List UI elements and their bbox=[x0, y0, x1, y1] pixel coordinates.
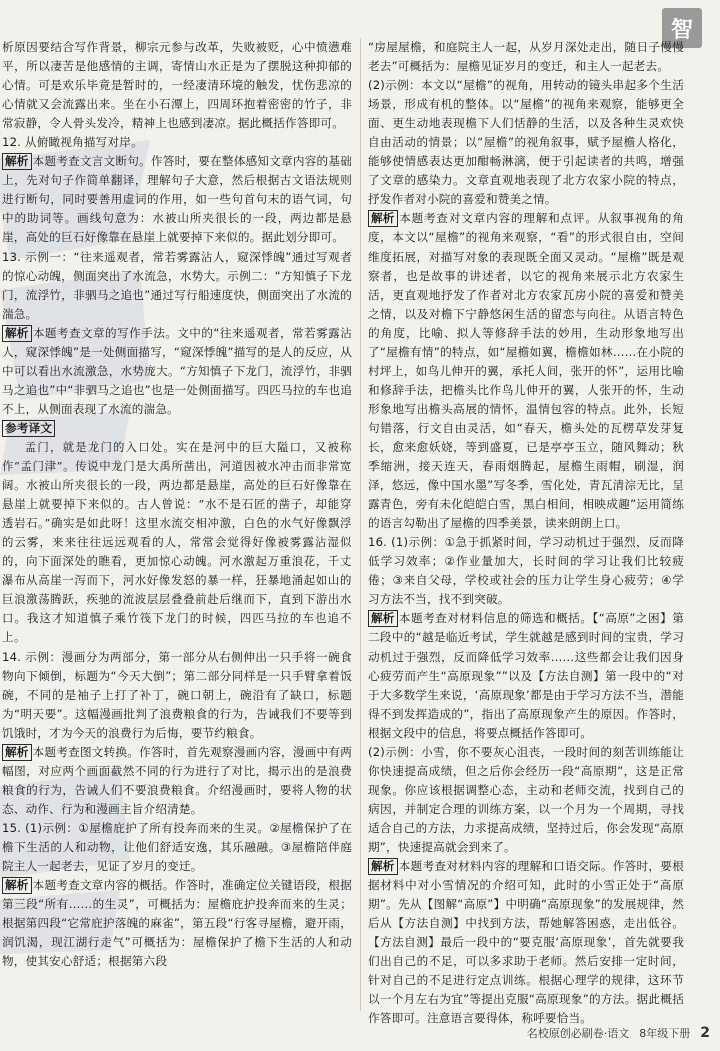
page-number: 2 bbox=[700, 1025, 710, 1041]
analysis-text: 本题考查对材料信息的筛选和概括。【“高原”之困】第二段中的“越是临近考试，学生就越是感到时间的宝贵，学习动机过于强烈，反而降低学习效率……这些都会让我们因身心疲劳而产生“高原现象””以及【方法自测】第一段中的“对于大多数学生来说，‘高原现象’都是由于学习方法不当，潜能得不到发挥造成的”，指出了高原现象产生的原因。作答时，根据文段中的信息，将要点概括作答即可。 bbox=[368, 611, 684, 740]
analysis-text: 本题考查文章内容的概括。作答时，准确定位关键语段，根据第三段“所有……的生灵”，可概括为：屋檐庇护投奔而来的生灵；根据第四段“它常庇护落魄的麻雀”，第五段“行客寻屋檐，避开雨，润饥渴，现江湖行走气”可概括为：屋檐保护了檐下生活的人和动物，使其安心舒适；根据第六段 bbox=[2, 878, 352, 969]
analysis-12 bbox=[2, 152, 352, 247]
question-13-answer: 13. 示例一：“往来遥观者，常若雾露沾人，窥深悸魄”通过写观者的惊心动魄，侧面突出了水流急，水势大。示例二：“方知慎子下龙门，流浮竹，非驷马之追也”通过写行船速度快，侧面突出了水流的湍急。 bbox=[2, 249, 352, 321]
analysis-16 bbox=[368, 609, 684, 742]
question-15-answer: 15. (1)示例：①屋檐庇护了所有投奔而来的生灵。②屋檐保护了在檐下生活的人和动物，让他们舒适安逸，其乐融融。③屋檐陪伴庭院主人一起老去，见证了岁月的变迁。 bbox=[2, 820, 352, 874]
analysis-tag: 解析 bbox=[368, 210, 398, 227]
question-16-answer: 16. (1)示例：①急于抓紧时间，学习动机过于强烈，反而降低学习效率；②作业量加大，长时间的学习让我们比较疲倦；③来自父母，学校或社会的压力让学生身心疲劳；④学习方法不当，找不到突破。 bbox=[368, 535, 684, 607]
question-15-part2-answer: (2)示例：本文以“屋檐”的视角，用转动的镜头串起多个生活场景，形成有机的整体。以“屋檐”的视角来观察，能够更全面、更生动地表现檐下人们恬静的生活，以及各种生灵欢快自由活动的情景；以“屋檐”的视角叙事，赋予屋檐人格化，能够使情感表达更加酣畅淋漓，便于引起读者的共鸣，增强了文章的感染力。文章直观地表现了北方农家小院的特点，抒发作者对小院的喜爱和赞美之情。 bbox=[368, 78, 684, 207]
analysis-tag: 解析 bbox=[2, 153, 32, 170]
analysis-text: 本题考查图文转换。作答时，首先观察漫画内容，漫画中有两幅图，对应两个画面截然不同的行为进行了对比，揭示出的是浪费粮食的行为，告诫人们不要浪费粮食。介绍漫画时，要将人物的状态、动作、行为和漫画主旨介绍清楚。 bbox=[2, 744, 352, 816]
analysis-text: 本题考查对文章内容的理解和点评。从叙事视角的角度，本文以“屋檐”的视角来观察，“看”的形式很自由，空间维度拓展，对描写对象的表现既全面又灵动。“屋檐”既是观察者，也是故事的讲述者，以它的视角来展示北方农家生活，更直观地抒发了作者对北方农家瓦房小院的喜爱和赞美之情，以及对檐下宁静悠闲生活的留恋与向往。从语言特色的角度，比喻、拟人等修辞手法的妙用，生动形象地写出了“屋檐有情”的特点，如“屋檐如翼，檐檐如林……在小院的村坪上，如鸟儿伸开的翼，承托人间，张开的怀”，运用比喻和修辞手法，把檐头比作鸟儿伸开的翼，人张开的怀，生动形象地写出檐头高展的情怀，温情包容的特点。此外，长短句错落，行文自由灵活，如“春天，檐头处的瓦楞草发芽复长，愈来愈妖娆，等到盛夏，已是亭亭玉立，随风舞动；秋季缩洲，接天连天，春雨烟腾起，屋檐生雨帽，刷湿，润泽，悠远，像中国水墨”写冬季，雪化处，青瓦清淙无比，呈露青色，旁有未化皑皑白雪，黑白相间，相映成趣”运用简练的语言勾勒出了屋檐的四季美景，读来朗朗上口。 bbox=[368, 211, 684, 531]
analysis-text: 本题考查文言文断句。作答时，要在整体感知文章内容的基础上，先对句子作简单翻译，理解句子大意，然后根据古文语法规则进行断句，同时要善用虚词的作用，如一些句首句末的语气词，句中的助词等。画线句意为：水被山所夹很长的一段，两边都是悬崖，高处的巨石好像靠在悬崖上就要掉下来似的。据此划分即可。 bbox=[2, 154, 352, 245]
reference-translation-header bbox=[2, 419, 352, 438]
column-divider bbox=[360, 38, 361, 1011]
analysis-tag: 解析 bbox=[2, 744, 32, 761]
publisher-logo: 智 bbox=[662, 8, 702, 48]
page-footer bbox=[527, 1025, 710, 1041]
analysis-tag: 解析 bbox=[2, 325, 32, 342]
analysis-15 bbox=[2, 876, 352, 971]
analysis-tag: 解析 bbox=[368, 858, 398, 875]
answer-continuation: “房屋屋檐，和庭院主人一起，从岁月深处走出，随日子慢慢老去”可概括为：屋檐见证岁月的变迁，和主人一起老去。 bbox=[368, 40, 684, 74]
analysis-text: 本题考查对材料内容的理解和口语交际。作答时，要根据材料中对小雪情况的介绍可知，此时的小雪正处于“高原期”。先从【图解“高原”】中明确“高原现象”的发展规律，然后从【方法自测】中找到方法，帮她解答困惑，走出低谷。【方法自测】最后一段中的“要克服‘高原现象’，首先就要我们出自己的不足，可以多求助于老师。然后安排一定时间，针对自己的不足进行定点训练。根据心理学的规律，这环节以一个月左右为宜”等提出克服“高原现象”的方法。据此概括作答即可。注意语言要得体，称呼要恰当。 bbox=[368, 859, 684, 1026]
question-14-answer: 14. 示例：漫画分为两部分，第一部分从右侧伸出一只手将一碗食物向下倾倒，标题为“今天大倒”；第二部分同样是一只手臂拿着饭碗，不同的是袖子上打了补丁，碗口朝上，碗沿有了缺口，标题为“明天要”。这幅漫画批判了浪费粮食的行为，告诫我们不要等到饥饿时，才为今天的浪费行为后悔，要节约粮食。 bbox=[2, 649, 352, 740]
analysis-14 bbox=[2, 743, 352, 819]
reference-translation-text: 孟门，就是龙门的入口处。实在是河中的巨大隘口，又被称作“孟门津”。传说中龙门是大禹所凿出，河道因被水冲击而非常宽阔。水被山所夹很长的一段，两边都是悬崖，高处的巨石好像靠在悬崖上就要掉下来似的。古人曾说：“水不是石匠的凿子，却能穿透岩石。”确实是如此呀！这里水流交相冲激，白色的水气好像飘浮的云雾，来来往往远远观看的人，常常会觉得好像被雾露沾湿似的，向下面深处的瞧看，更加惊心动魄。河水激起万重浪花，千丈瀑布从高崖一泻而下，河水好像发怒的暴一样，狂暴地涌起如山的巨浪激荡腾跃，疾驰的流波层层叠叠前赴后继而下，直到下游出水口。我这才知道慎子乘竹筏下龙门的时候，四匹马拉的车也追不上。 bbox=[2, 439, 352, 645]
analysis-13 bbox=[2, 324, 352, 419]
question-12-answer: 12. 从俯瞰视角描写对岸。 bbox=[2, 135, 143, 150]
grade-label: 8年级下册 bbox=[639, 1027, 691, 1040]
reference-translation-tag: 参考译文 bbox=[2, 420, 55, 437]
question-16-part2-answer: (2)示例：小雪，你不要灰心沮丧，一段时间的刻苦训练能让你快速提高成绩，但之后你会经历一段“高原期”，这是正常现象。你应该根据调整心态，主动和老师交流，找到自己的病因，并制定合理的训练方案，以一个月为一个周期，寻找适合自己的方法，力求提高成绩，坚持过后，你会发现“高原期”，快速提高就会到来了。 bbox=[368, 744, 684, 854]
left-column bbox=[2, 38, 352, 1011]
analysis-text: 本题考查文章的写作手法。文中的“往来遥观者，常若雾露沾人，窥深悸魄”是一处侧面描写，“窥深悸魄”描写的是人的反应，从中可以看出水流激急，水势庞大。“方知慎子下龙门，流浮竹，非驷马之追也”中“非驷马之追也”也是一处侧面描写。四匹马拉的车也追不上，从侧面表现了水流的湍急。 bbox=[2, 325, 352, 416]
book-title: 名校原创必刷卷·语文 bbox=[526, 1027, 630, 1040]
analysis-15-part2 bbox=[368, 209, 684, 533]
analysis-16-part2 bbox=[368, 857, 684, 1028]
right-column bbox=[368, 38, 684, 1026]
analysis-tag: 解析 bbox=[2, 877, 32, 894]
analysis-tag: 解析 bbox=[368, 610, 398, 627]
answer-paragraph: 析原因要结合写作背景，柳宗元参与改革，失败被贬，心中愤懑难平，所以凄苦是他感情的主调，寄情山水正是为了摆脱这种抑郁的心情。可是欢乐毕竟是暂时的，一经凄清环境的触发，忧伤悲凉的心情就又会流露出来。坐在小石潭上，四周环抱着密密的竹子，非常寂静，令人骨头发冷，精神上也感到凄凉。据此概括作答即可。 bbox=[2, 40, 352, 131]
